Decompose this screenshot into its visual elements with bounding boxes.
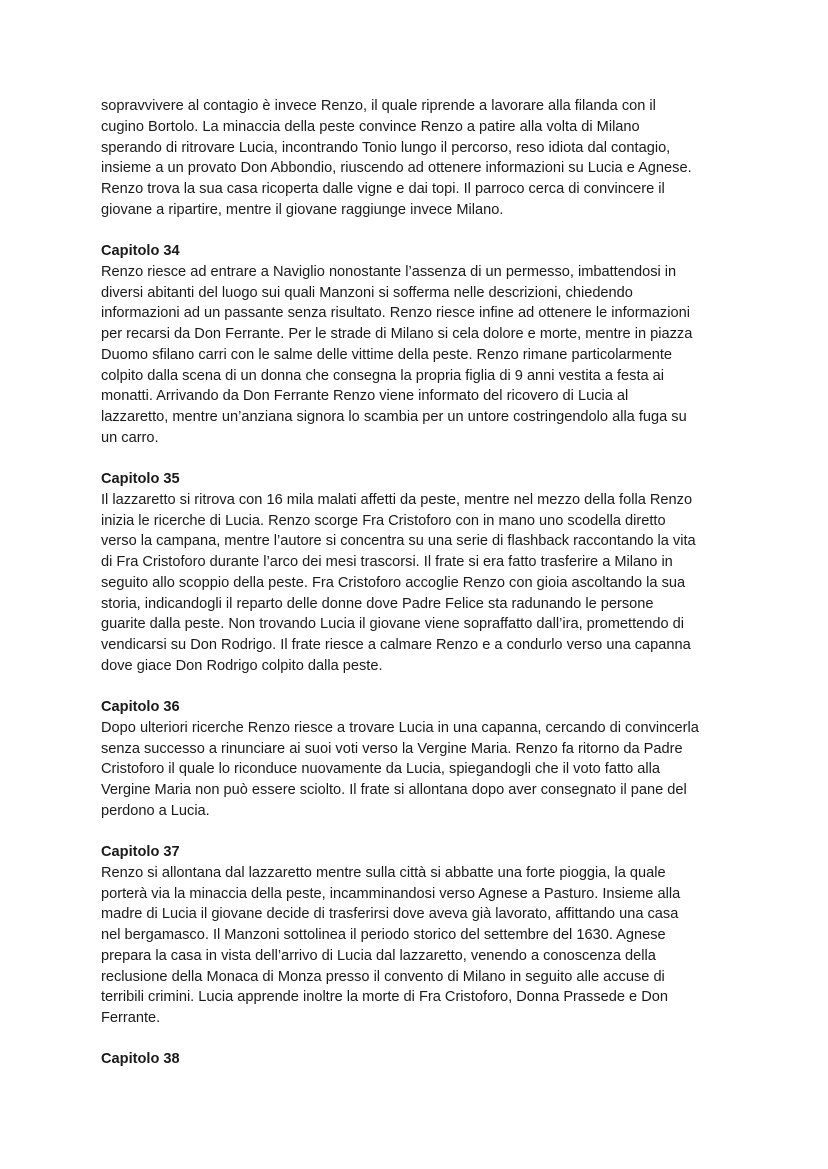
text-line: madre di Lucia il giovane decide di trasferirsi dove aveva già lavorato, affittando una casa (101, 906, 679, 923)
chapter-36-section (101, 697, 741, 822)
text-line: sopravvivere al contagio è invece Renzo, il quale riprende a lavorare alla filanda con il (101, 98, 656, 114)
text-line: prepara la casa in vista dell’arrivo di Lucia dal lazzaretto, venendo a conoscenza della (101, 947, 656, 964)
intro-paragraph (101, 96, 741, 221)
text-line: Duomo sfilano carri con le salme delle vittime della peste. Renzo rimane particolarmente (101, 346, 673, 363)
text-line: Renzo trova la sua casa ricoperta dalle vigne e dai topi. Il parroco cerca di convincere il (101, 181, 665, 197)
text-line: storia, indicandogli il reparto delle donne dove Padre Felice sta radunando le persone (101, 595, 654, 612)
text-line: Renzo si allontana dal lazzaretto mentre sulla città si abbatte una forte pioggia, la quale (101, 864, 666, 881)
chapter-heading: Capitolo 35 (101, 471, 180, 487)
chapter-paragraph (101, 262, 741, 449)
chapter-paragraph (101, 490, 741, 677)
text-line: perdono a Lucia. (101, 802, 210, 819)
document-page (101, 96, 741, 1070)
text-line: colpito dalla scena di un donna che consegna la propria figlia di 9 anni vestita a festa ai (101, 367, 665, 384)
text-line: porterà via la minaccia della peste, incamminandosi verso Agnese a Pasturo. Insieme alla (101, 885, 681, 902)
text-line: cugino Bortolo. La minaccia della peste convince Renzo a patire alla volta di Milano (101, 118, 640, 135)
text-line: inizia le ricerche di Lucia. Renzo scorge Fra Cristoforo con in mano uno scodella diretto (101, 512, 666, 529)
text-line: reclusione della Monaca di Monza presso il convento di Milano in seguito alle accuse di (101, 968, 665, 985)
text-line: di Fra Cristoforo durante l’arco dei mesi trascorsi. Il frate si era fatto trasferire a Milano in (101, 554, 673, 570)
text-line: senza successo a rinunciare ai suoi voti verso la Vergine Maria. Renzo fa ritorno da Padre (101, 740, 683, 757)
text-line: diversi abitanti del luogo sui quali Manzoni si sofferma nelle descrizioni, chiedendo (101, 284, 633, 301)
chapter-37-section (101, 842, 741, 1029)
text-line: monatti. Arrivando da Don Ferrante Renzo viene informato del ricovero di Lucia al (101, 388, 629, 405)
chapter-heading: Capitolo 37 (101, 844, 180, 860)
text-line: per recarsi da Don Ferrante. Per le strade di Milano si cela dolore e morte, mentre in piazza (101, 326, 693, 342)
text-line: Renzo riesce ad entrare a Naviglio nonostante l’assenza di un permesso, imbattendosi in (101, 263, 677, 280)
text-line: Cristoforo il quale lo riconduce nuovamente da Lucia, spiegandogli che il voto fatto alla (101, 761, 660, 778)
text-line: informazioni ad un passante senza risultato. Renzo riesce infine ad ottenere le informazioni (101, 305, 690, 322)
chapter-heading: Capitolo 34 (101, 243, 180, 259)
text-line: giovane a ripartire, mentre il giovane raggiunge invece Milano. (101, 201, 504, 218)
chapter-paragraph (101, 718, 741, 822)
text-line: dove giace Don Rodrigo colpito dalla peste. (101, 657, 383, 674)
text-line: insieme a un provato Don Abbondio, riuscendo ad ottenere informazioni su Lucia e Agnese. (101, 160, 692, 177)
text-line: Dopo ulteriori ricerche Renzo riesce a trovare Lucia in una capanna, cercando di convincerla (101, 719, 699, 736)
text-line: guarite dalla peste. Non trovando Lucia il giovane viene sopraffatto dall’ira, promettendo di (101, 616, 685, 633)
text-line: Vergine Maria non può essere sciolto. Il frate si allontana dopo aver consegnato il pane del (101, 782, 687, 798)
chapter-35-section (101, 469, 741, 677)
text-line: lazzaretto, mentre un’anziana signora lo scambia per un untore costringendolo alla fuga su (101, 409, 687, 425)
chapter-paragraph (101, 863, 741, 1029)
text-line: sperando di ritrovare Lucia, incontrando Tonio lungo il percorso, reso idiota dal contagio, (101, 139, 671, 156)
text-line: terribili crimini. Lucia apprende inoltre la morte di Fra Cristoforo, Donna Prassede e Don (101, 989, 668, 1006)
text-line: Il lazzaretto si ritrova con 16 mila malati affetti da peste, mentre nel mezzo della folla Renzo (101, 491, 693, 508)
text-line: Ferrante. (101, 1010, 161, 1026)
text-line: verso la campana, mentre l’autore si concentra su una serie di flashback raccontando la vita (101, 533, 696, 550)
text-line: seguito allo scoppio della peste. Fra Cristoforo accoglie Renzo con gioia ascoltando la sua (101, 574, 686, 591)
text-line: nel bergamasco. Il Manzoni sottolinea il periodo storico del settembre del 1630. Agnese (101, 927, 666, 943)
chapter-heading: Capitolo 38 (101, 1051, 180, 1068)
chapter-heading: Capitolo 36 (101, 699, 180, 715)
text-line: un carro. (101, 429, 159, 446)
chapter-34-section (101, 241, 741, 449)
text-line: vendicarsi su Don Rodrigo. Il frate riesce a calmare Renzo e a condurlo verso una capanna (101, 637, 691, 653)
chapter-38-section (101, 1049, 741, 1070)
